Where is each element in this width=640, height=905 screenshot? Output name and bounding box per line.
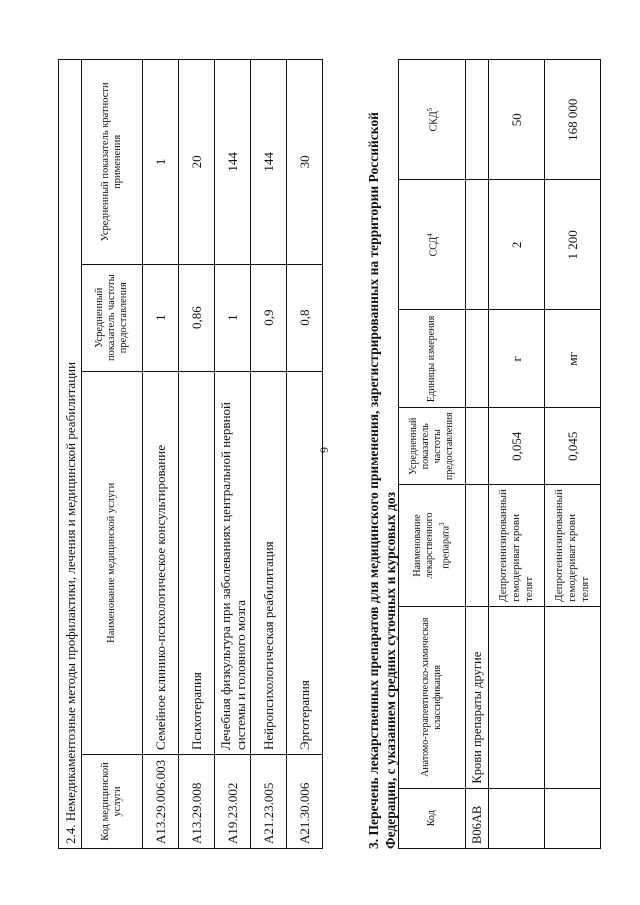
table-row — [287, 60, 323, 849]
drug-frequency: 0,054 — [489, 408, 545, 485]
header-frequency: Усредненный показатель частоты предоставления — [82, 264, 143, 371]
header-drug-name-text: Наименование лекарственного препарата — [411, 512, 452, 579]
table-row — [489, 60, 545, 849]
service-frequency: 1 — [143, 264, 179, 371]
footnote-4: 4 — [425, 233, 434, 237]
footnote-3: 3 — [437, 522, 446, 526]
service-frequency: 0,86 — [179, 264, 215, 371]
header-code: Код — [399, 788, 466, 848]
drug-ssd: 1 200 — [545, 180, 601, 310]
service-multiplicity: 20 — [179, 60, 215, 265]
table-row — [251, 60, 287, 849]
service-frequency: 0,8 — [287, 264, 323, 371]
header-skd-text: СКД — [428, 111, 440, 132]
group-row — [466, 60, 489, 849]
page-number: 9 — [317, 447, 331, 453]
drug-skd: 168 000 — [545, 60, 601, 180]
header-ssd — [399, 180, 466, 310]
header-skd — [399, 60, 466, 180]
header-code: Код медицинской услуги — [82, 755, 143, 849]
group-atc: Крови препараты другие — [466, 606, 489, 788]
header-multiplicity: Усредненный показатель кратности применения — [82, 60, 143, 265]
section-3-title: 3. Перечень лекарственных препаратов для медицинского применения, зарегистрированных на территории Российской Федерации, с указанием средних суточных и курсовых доз — [366, 112, 398, 849]
table-row — [215, 60, 251, 849]
table-row — [179, 60, 215, 849]
header-drug-name — [399, 485, 466, 607]
footnote-5: 5 — [425, 107, 434, 112]
drug-ssd: 2 — [489, 180, 545, 310]
drug-skd: 50 — [489, 60, 545, 180]
drug-unit: г — [489, 310, 545, 408]
service-frequency: 1 — [215, 264, 251, 371]
header-atc: Анатомо-терапевтическо-химическая классификация — [399, 606, 466, 788]
services-header-row — [82, 60, 143, 849]
service-multiplicity: 1 — [143, 60, 179, 265]
header-ssd-text: ССД — [428, 236, 440, 257]
drug-name: Депротеинизированный гемодериват крови телят — [489, 485, 545, 607]
drugs-table — [398, 59, 601, 849]
service-multiplicity: 30 — [287, 60, 323, 265]
section-2-4-title: 2.4. Немедикаментозные методы профилактики, лечения и медицинской реабилитации — [59, 60, 82, 849]
table-row — [143, 60, 179, 849]
service-name: Нейропсихологическая реабилитация — [251, 371, 287, 754]
header-unit: Единицы измерения — [399, 310, 466, 408]
service-code: A21.30.006 — [287, 755, 323, 849]
service-name: Эрготерапия — [287, 371, 323, 754]
table-row — [545, 60, 601, 849]
service-frequency: 0,9 — [251, 264, 287, 371]
drugs-header-row — [399, 60, 466, 849]
service-multiplicity: 144 — [215, 60, 251, 265]
drug-name: Депротеинизированный гемодериват крови телят — [545, 485, 601, 607]
service-code: A19.23.002 — [215, 755, 251, 849]
header-frequency: Усредненный показатель частоты предоставления — [399, 408, 466, 485]
service-code: A13.29.006.003 — [143, 755, 179, 849]
drug-frequency: 0,045 — [545, 408, 601, 485]
service-code: A13.29.008 — [179, 755, 215, 849]
drug-unit: мг — [545, 310, 601, 408]
service-name: Психотерапия — [179, 371, 215, 754]
service-name: Лечебная физкультура при заболеваниях центральной нервной системы и головного мозга — [215, 371, 251, 754]
group-code: B06AB — [466, 788, 489, 848]
service-multiplicity: 144 — [251, 60, 287, 265]
header-service-name: Наименование медицинской услуги — [82, 371, 143, 754]
service-name: Семейное клинико-психологическое консультирование — [143, 371, 179, 754]
service-code: A21.23.005 — [251, 755, 287, 849]
services-table — [58, 59, 323, 849]
